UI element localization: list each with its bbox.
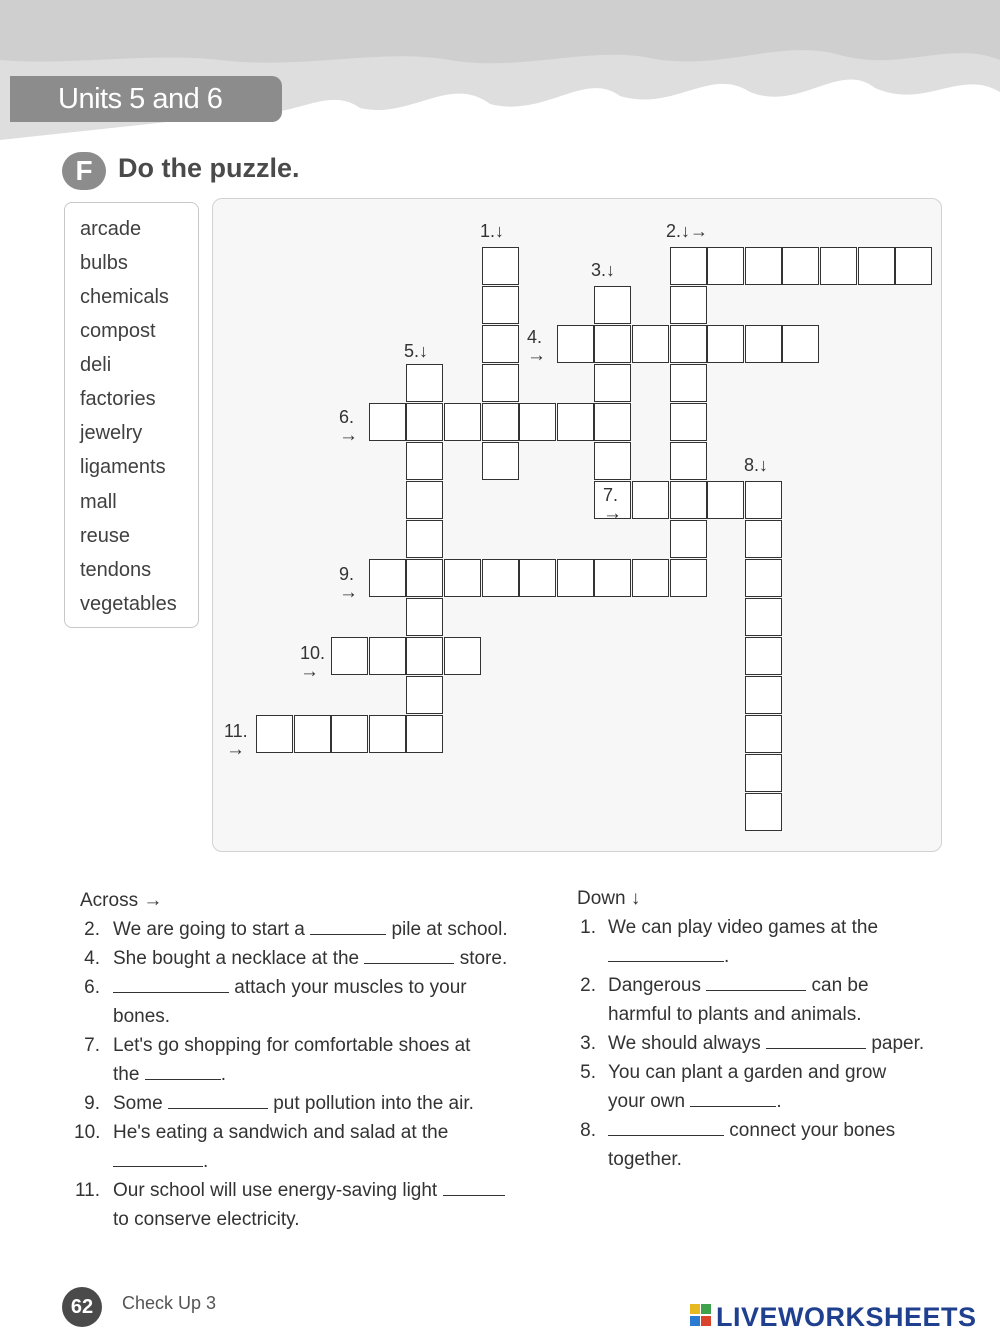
crossword-cell[interactable] xyxy=(369,403,406,441)
crossword-cell[interactable] xyxy=(745,793,782,831)
crossword-cell[interactable] xyxy=(670,364,707,402)
crossword-cell[interactable] xyxy=(482,403,519,441)
crossword-cell[interactable] xyxy=(444,559,481,597)
crossword-cell[interactable] xyxy=(632,481,669,519)
across-clue-number: 7. xyxy=(84,1035,100,1056)
down-clue-8: connect your bones xyxy=(608,1120,895,1142)
crossword-cell[interactable] xyxy=(670,481,707,519)
cloud-header-background xyxy=(0,0,1000,150)
down-clue-1: We can play video games at the xyxy=(608,917,879,938)
crossword-cell[interactable] xyxy=(745,481,782,519)
grid-label-7-number: 7. xyxy=(603,485,619,505)
across-clue-6: attach your muscles to your xyxy=(113,977,467,999)
across-clue-7: Let's go shopping for comfortable shoes at xyxy=(113,1035,471,1056)
word-bank-item: deli xyxy=(80,354,112,376)
crossword-cell[interactable] xyxy=(632,325,669,363)
crossword-cell[interactable] xyxy=(406,715,443,753)
crossword-cell[interactable] xyxy=(557,559,594,597)
crossword-cell[interactable] xyxy=(406,559,443,597)
liveworksheets-logo-icon xyxy=(690,1304,712,1328)
across-clue-4: She bought a necklace at the store. xyxy=(113,948,508,969)
liveworksheets-watermark: LIVEWORKSHEETS xyxy=(716,1302,977,1332)
grid-label-11-number: 11. xyxy=(224,721,248,741)
grid-label-1: 1.↓ xyxy=(480,221,505,241)
down-clue-5: You can plant a garden and grow xyxy=(608,1062,887,1083)
down-clue-number: 1. xyxy=(580,917,596,938)
crossword-cell[interactable] xyxy=(406,481,443,519)
down-clue-2: Dangerous can be xyxy=(608,975,869,996)
grid-label-10-number: 10. xyxy=(300,643,326,663)
crossword-cell[interactable] xyxy=(745,715,782,753)
crossword-cell[interactable] xyxy=(632,559,669,597)
across-heading: Across → xyxy=(80,890,163,911)
crossword-cell[interactable] xyxy=(707,325,744,363)
across-clue-10: He's eating a sandwich and salad at the xyxy=(113,1122,449,1143)
crossword-cell[interactable] xyxy=(406,598,443,636)
crossword-cell[interactable] xyxy=(670,286,707,324)
crossword-cell[interactable] xyxy=(745,520,782,558)
across-clue-number: 6. xyxy=(84,977,100,998)
crossword-cell[interactable] xyxy=(594,442,631,480)
grid-label-6-arrow: → xyxy=(339,425,358,446)
crossword-cell[interactable] xyxy=(745,559,782,597)
crossword-cell[interactable] xyxy=(557,403,594,441)
word-bank-item: ligaments xyxy=(80,456,166,478)
crossword-cell[interactable] xyxy=(670,559,707,597)
crossword-cell[interactable] xyxy=(482,247,519,285)
crossword-frame xyxy=(212,198,942,852)
crossword-cell[interactable] xyxy=(406,637,443,675)
crossword-cell[interactable] xyxy=(406,442,443,480)
crossword-cell[interactable] xyxy=(670,325,707,363)
down-clue-5-cont: your own . xyxy=(608,1091,782,1112)
crossword-cell[interactable] xyxy=(557,325,594,363)
crossword-cell[interactable] xyxy=(782,325,819,363)
crossword-cell[interactable] xyxy=(594,286,631,324)
grid-label-4-number: 4. xyxy=(527,327,543,347)
crossword-cell[interactable] xyxy=(594,325,631,363)
crossword-cell[interactable] xyxy=(294,715,331,753)
crossword-cell[interactable] xyxy=(482,325,519,363)
crossword-cell[interactable] xyxy=(782,247,819,285)
word-bank-item: tendons xyxy=(80,559,152,581)
crossword-cell[interactable] xyxy=(519,403,556,441)
crossword-cell[interactable] xyxy=(594,403,631,441)
down-clue-2-cont: harmful to plants and animals. xyxy=(608,1004,862,1025)
unit-tab: Units 5 and 6 xyxy=(10,76,282,122)
crossword-cell[interactable] xyxy=(820,247,857,285)
crossword-cell[interactable] xyxy=(406,520,443,558)
word-bank-item: arcade xyxy=(80,218,142,240)
word-bank-item: mall xyxy=(80,491,117,513)
crossword-cell[interactable] xyxy=(444,403,481,441)
across-clue-number: 2. xyxy=(84,919,100,940)
across-clue-2: We are going to start a pile at school. xyxy=(113,919,508,940)
grid-label-7-arrow: → xyxy=(603,503,622,524)
crossword-cell[interactable] xyxy=(670,247,707,285)
across-clue-9: Some put pollution into the air. xyxy=(113,1093,474,1114)
crossword-cell[interactable] xyxy=(745,598,782,636)
crossword-cell[interactable] xyxy=(745,325,782,363)
grid-label-9-arrow: → xyxy=(339,582,358,603)
grid-label-3: 3.↓ xyxy=(591,260,616,280)
across-clue-7-cont: the . xyxy=(113,1064,226,1085)
grid-label-11-arrow: → xyxy=(226,739,245,760)
grid-label-10-arrow: → xyxy=(300,661,319,682)
word-bank-item: jewelry xyxy=(80,422,143,444)
crossword-cell[interactable] xyxy=(858,247,895,285)
down-clue-3: We should always paper. xyxy=(608,1033,925,1054)
down-heading: Down ↓ xyxy=(577,888,641,909)
section-badge: F xyxy=(62,152,106,190)
crossword-cell[interactable] xyxy=(594,559,631,597)
down-clue-number: 3. xyxy=(580,1033,596,1054)
word-bank-item: vegetables xyxy=(80,593,177,615)
crossword-cell[interactable] xyxy=(331,715,368,753)
crossword-cell[interactable] xyxy=(670,403,707,441)
crossword-cell[interactable] xyxy=(745,676,782,714)
crossword-cell[interactable] xyxy=(482,559,519,597)
across-clue-11: Our school will use energy-saving light xyxy=(113,1180,505,1202)
across-clue-number: 10. xyxy=(74,1122,101,1143)
down-clue-number: 2. xyxy=(580,975,596,996)
crossword-cell[interactable] xyxy=(369,715,406,753)
crossword-cell[interactable] xyxy=(482,442,519,480)
word-bank-item: compost xyxy=(80,320,156,342)
crossword-cell[interactable] xyxy=(482,364,519,402)
crossword-cell[interactable] xyxy=(670,442,707,480)
crossword-cell[interactable] xyxy=(406,364,443,402)
down-clue-number: 8. xyxy=(580,1120,596,1141)
grid-label-9-number: 9. xyxy=(339,564,355,584)
crossword-cell[interactable] xyxy=(406,403,443,441)
crossword-cell[interactable] xyxy=(369,637,406,675)
word-bank-item: reuse xyxy=(80,525,131,547)
crossword-cell[interactable] xyxy=(670,520,707,558)
crossword-cell[interactable] xyxy=(406,676,443,714)
grid-label-6-number: 6. xyxy=(339,407,355,427)
grid-label-2: 2.↓→ xyxy=(666,221,709,241)
crossword-cell[interactable] xyxy=(482,286,519,324)
down-clue-number: 5. xyxy=(580,1062,596,1083)
word-bank-item: bulbs xyxy=(80,252,128,274)
word-bank-item: factories xyxy=(80,388,156,410)
crossword-cell[interactable] xyxy=(895,247,932,285)
crossword-cell[interactable] xyxy=(444,637,481,675)
down-clue-1-cont: . xyxy=(608,946,729,968)
across-clue-6-cont: bones. xyxy=(113,1006,171,1027)
across-clue-number: 11. xyxy=(74,1180,100,1201)
crossword-cell[interactable] xyxy=(707,481,744,519)
crossword-cell[interactable] xyxy=(256,715,293,753)
crossword-cell[interactable] xyxy=(707,247,744,285)
across-clue-10-cont: . xyxy=(113,1151,208,1173)
page-number-badge: 62 xyxy=(62,1287,102,1327)
across-clue-number: 9. xyxy=(84,1093,100,1114)
down-clue-8-cont: together. xyxy=(608,1149,682,1170)
word-bank-item: chemicals xyxy=(80,286,169,308)
crossword-cell[interactable] xyxy=(331,637,368,675)
crossword-cell[interactable] xyxy=(745,247,782,285)
section-title: Do the puzzle. xyxy=(118,153,300,183)
crossword-cell[interactable] xyxy=(519,559,556,597)
grid-label-8: 8.↓ xyxy=(744,455,769,475)
crossword-cell[interactable] xyxy=(745,637,782,675)
across-clue-number: 4. xyxy=(84,948,100,969)
crossword-cell[interactable] xyxy=(369,559,406,597)
grid-label-4-arrow: → xyxy=(527,345,546,366)
across-clue-11-cont: to conserve electricity. xyxy=(113,1209,300,1230)
crossword-cell[interactable] xyxy=(745,754,782,792)
grid-label-5: 5.↓ xyxy=(404,341,429,361)
crossword-cell[interactable] xyxy=(594,364,631,402)
footer-label: Check Up 3 xyxy=(122,1293,217,1313)
